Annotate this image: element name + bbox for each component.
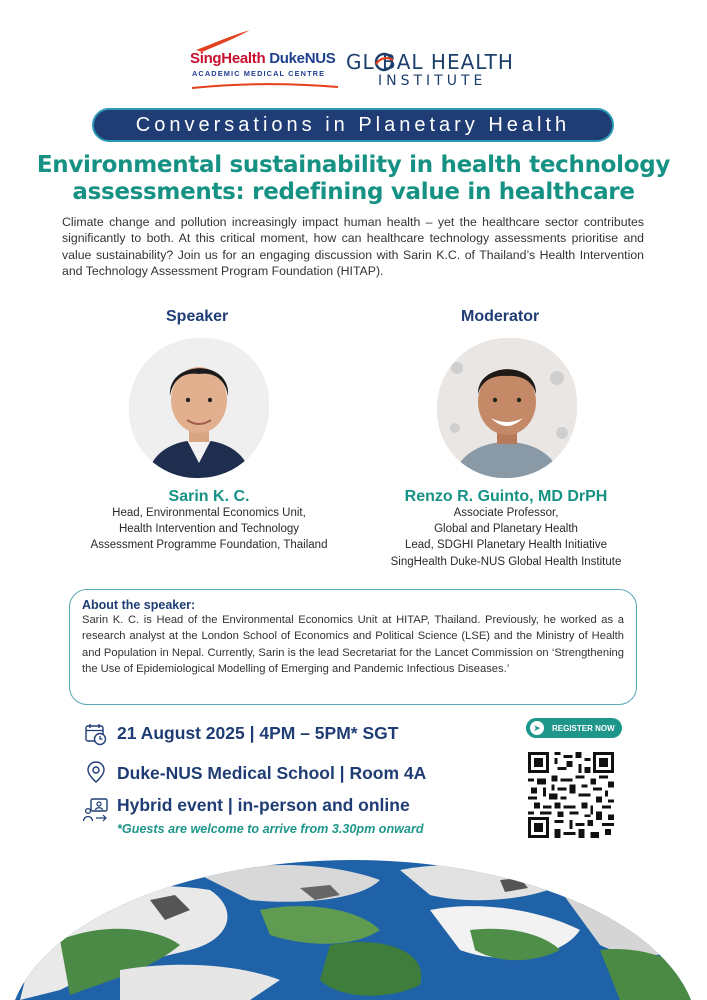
ghi-line2: INSTITUTE — [378, 73, 487, 89]
registration-qr-code[interactable] — [528, 752, 614, 838]
singhealth-text: SingHealth — [190, 50, 266, 67]
speaker-portrait — [129, 338, 269, 478]
globe-o-icon — [373, 51, 395, 73]
speaker-photo — [129, 338, 269, 478]
amc-text: ACADEMIC MEDICAL CENTRE — [192, 69, 326, 78]
moderator-portrait — [437, 338, 577, 478]
series-banner: Conversations in Planetary Health — [92, 108, 614, 142]
register-now-button[interactable] — [526, 718, 622, 738]
speaker-affiliation — [59, 505, 359, 554]
location-pin-icon — [84, 760, 108, 784]
swoosh-logo-mark — [194, 30, 254, 52]
calendar-clock-icon — [84, 722, 108, 746]
intro-paragraph: Climate change and pollution increasingly impact human health – yet the healthcare sector contributes significantly to both. At this critical moment, how can healthcare technology assessments prioritise and value sustainability? Join us for an engaging discussion with Sarin K.C. of Thailand’s Health Intervention and Technology Assessment Program Foundation (HITAP). — [62, 215, 644, 279]
singhealth-wordmark — [190, 50, 335, 67]
moderator-affiliation — [366, 505, 646, 570]
moderator-photo — [437, 338, 577, 478]
event-venue: Duke-NUS Medical School | Room 4A — [117, 763, 427, 783]
event-date: 21 August 2025 | 4PM – 5PM* SGT — [117, 723, 399, 743]
moderator-line: SingHealth Duke-NUS Global Health Institute — [390, 555, 622, 568]
about-heading: About the speaker: — [82, 598, 196, 612]
arrow-right-icon: ➤ — [530, 721, 544, 735]
moderator-line: Associate Professor, — [453, 507, 559, 519]
singhealth-dukenus-logo — [190, 30, 350, 94]
earth-globe-illustration — [0, 850, 707, 1000]
speaker-line: Health Intervention and Technology — [118, 523, 300, 536]
ghi-line1: GL BAL HEALTH — [346, 50, 514, 74]
speaker-line: Assessment Programme Foundation, Thailand — [90, 539, 328, 552]
title-line-2: assessments: redefining value in healthcare — [72, 179, 635, 205]
title-line-1: Environmental sustainability in health technology — [36, 152, 671, 178]
logo-underline — [190, 82, 340, 90]
moderator-heading: Moderator — [461, 308, 540, 325]
register-label: REGISTER NOW — [552, 723, 615, 733]
moderator-line: Global and Planetary Health — [434, 523, 578, 536]
about-speaker-box — [69, 589, 637, 705]
speaker-name: Sarin K. C. — [168, 488, 250, 505]
about-text: Sarin K. C. is Head of the Environmental Economics Unit at HITAP, Thailand. Previously, he worked as a research analyst at the London School of Economics and Political Science (LSE) and the Ministry of Health and Population in Nepal. Currently, Sarin is the lead Secretariat for the Lancet Commission on ‘Strengthening the Use of Epidemiological Modelling of Emerging and Pandemic Infectious Diseases.’ — [82, 614, 624, 675]
speaker-heading: Speaker — [166, 308, 229, 325]
event-format: Hybrid event | in-person and online — [117, 795, 410, 815]
speaker-line: Head, Environmental Economics Unit, — [112, 507, 306, 519]
event-title — [30, 152, 677, 206]
moderator-name: Renzo R. Guinto, MD DrPH — [404, 488, 608, 505]
hybrid-event-icon — [82, 796, 110, 824]
global-health-institute-logo — [346, 50, 526, 90]
moderator-line: Lead, SDGHI Planetary Health Initiative — [405, 539, 607, 552]
arrival-note: *Guests are welcome to arrive from 3.30pm onward — [117, 822, 424, 836]
dukenus-text: DukeNUS — [269, 50, 336, 67]
